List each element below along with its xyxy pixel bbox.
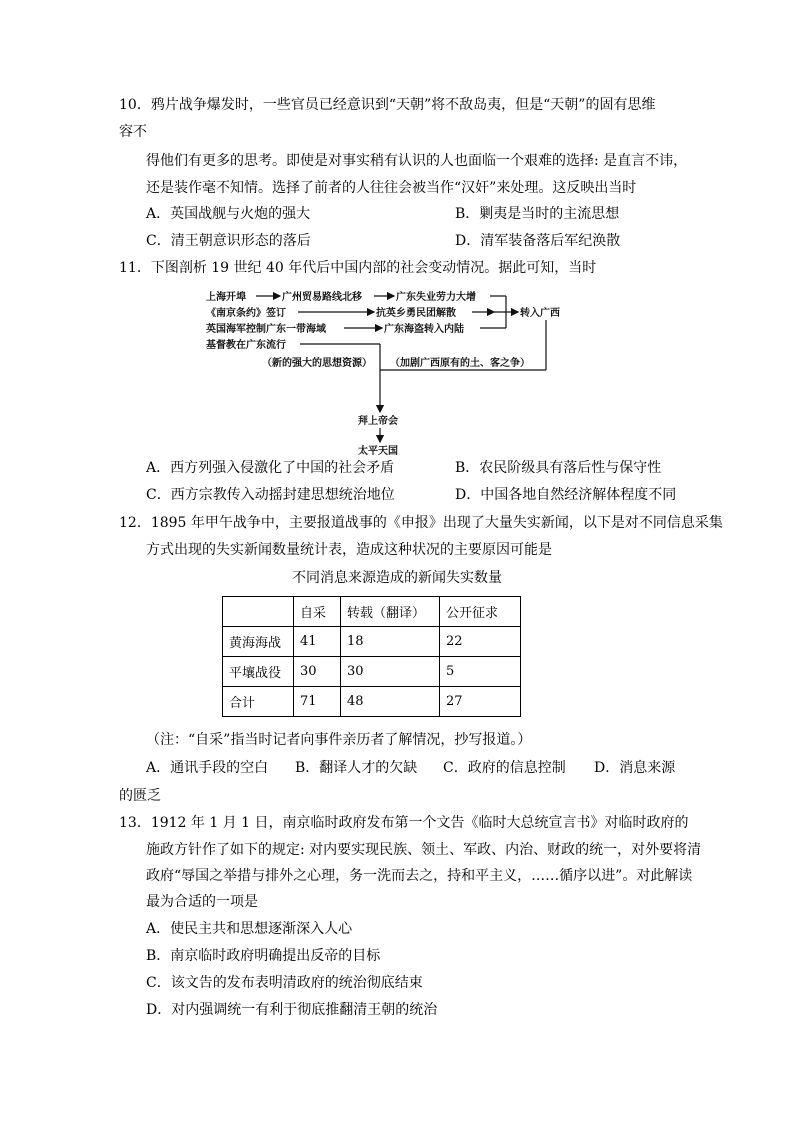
q13-option-d: D．对内强调统一有利于彻底推翻清王朝的统治: [146, 1002, 438, 1018]
q11-option-a: A．西方列强入侵激化了中国的社会矛盾: [146, 460, 395, 476]
q11-option-b: B．农民阶级具有落后性与保守性: [455, 460, 662, 476]
q13-option-a: A．使民主共和思想逐渐深入人心: [146, 921, 353, 937]
node-nanjing-treaty: 《南京条约》签订: [206, 308, 286, 319]
node-trade-route: 广州贸易路线北移: [282, 292, 362, 303]
table-cell: 41: [294, 627, 341, 657]
table-cell: 18: [341, 627, 440, 657]
q13-stem-line4: 最为合适的一项是: [146, 894, 258, 910]
node-christianity: 基督教在广东流行: [206, 340, 286, 351]
q13-stem-line3: 政府“辱国之举措与排外之心理，务一洗而去之，持和平主义，……循序以进”。对此解读: [146, 868, 693, 884]
q10-option-c: C．清王朝意识形态的落后: [146, 233, 311, 249]
q13-stem-line1: 13．1912 年 1 月 1 日，南京临时政府发布第一个文告《临时大总统宣言书》对临时政府的: [119, 815, 689, 831]
q12-option-a: A．通讯手段的空白: [146, 760, 269, 776]
q13-stem-line2: 施政方针作了如下的规定: 对内要实现民族、领土、军政、内治、财政的统一，对外要将清: [146, 842, 702, 858]
q12-stem-line1: 12．1895 年甲午战争中，主要报道战事的《申报》出现了大量失实新闻，以下是对不同信息采集: [119, 515, 723, 531]
note-ideology: （新的强大的思想资源）: [262, 358, 372, 369]
table-row: [223, 657, 521, 687]
table-cell: 27: [440, 687, 521, 717]
q10-stem-line1: 10．鸦片战争爆发时，一些官员已经意识到“天朝”将不敌岛夷，但是“天朝”的固有思维: [119, 97, 656, 113]
q11-option-c: C．西方宗教传入动摇封建思想统治地位: [146, 487, 395, 503]
table-header-cell: [223, 597, 294, 627]
q12-option-d: D．消息来源: [594, 760, 676, 776]
q10-stem-line4: 还是装作毫不知情。选择了前者的人往往会被当作“汉奸”来处理。这反映出当时: [146, 180, 637, 196]
table-cell: 平壤战役: [223, 657, 294, 687]
q12-note: （注：“自采”指当时记者向事件亲历者了解情况，抄写报道。）: [146, 732, 532, 748]
note-tu-ke-conflict: （加剧广西原有的土、客之争）: [390, 358, 530, 369]
q11-stem: 11．下图剖析 19 世纪 40 年代后中国内部的社会变动情况。据此可知，当时: [119, 260, 597, 276]
q10-stem-line2: 容不: [119, 124, 147, 140]
node-shanghai-port: 上海开埠: [206, 292, 246, 303]
node-british-navy: 英国海军控制广东一带海域: [206, 324, 326, 335]
table-header-cell: 公开征求: [440, 597, 521, 627]
q13-option-b: B．南京临时政府明确提出反帝的目标: [146, 948, 381, 964]
node-unemployed-labor: 广东失业劳力大增: [396, 292, 476, 303]
node-to-guangxi: 转入广西: [520, 308, 560, 319]
q12-table-title: 不同消息来源造成的新闻失实数量: [292, 570, 502, 586]
q12-option-d-cont: 的匮乏: [119, 788, 161, 804]
q10-option-b: B．剿夷是当时的主流思想: [455, 206, 620, 222]
q12-stem-line2: 方式出现的失实新闻数量统计表，造成这种状况的主要原因可能是: [146, 542, 552, 558]
table-row: [223, 627, 521, 657]
q10-option-d: D．清军装备落后军纪涣散: [455, 233, 621, 249]
table-cell: 合计: [223, 687, 294, 717]
q12-option-c: C．政府的信息控制: [443, 760, 566, 776]
table-cell: 71: [294, 687, 341, 717]
table-cell: 22: [440, 627, 521, 657]
table-header-row: [223, 597, 521, 627]
q10-stem-line3: 得他们有更多的思考。即使是对事实稍有认识的人也面临一个艰难的选择: 是直言不讳，: [146, 153, 688, 169]
table-cell: 48: [341, 687, 440, 717]
q12-option-b: B．翻译人才的欠缺: [295, 760, 418, 776]
node-taiping: 太平天国: [358, 446, 398, 456]
node-pirates-inland: 广东海盗转入内陆: [384, 324, 464, 335]
node-militia-disband: 抗英乡勇民团解散: [376, 308, 456, 319]
q10-option-a: A．英国战舰与火炮的强大: [146, 206, 311, 222]
q12-stats-table: [222, 596, 521, 717]
table-row: [223, 687, 521, 717]
table-cell: 黄海海战: [223, 627, 294, 657]
q13-option-c: C．该文告的发布表明清政府的统治彻底结束: [146, 975, 423, 991]
table-header-cell: 自采: [294, 597, 341, 627]
node-god-worshipping-society: 拜上帝会: [358, 416, 398, 427]
q11-option-d: D．中国各地自然经济解体程度不同: [455, 487, 677, 503]
table-header-cell: 转载（翻译）: [341, 597, 440, 627]
table-cell: 5: [440, 657, 521, 687]
table-cell: 30: [341, 657, 440, 687]
table-cell: 30: [294, 657, 341, 687]
flow-diagram: [200, 286, 590, 456]
